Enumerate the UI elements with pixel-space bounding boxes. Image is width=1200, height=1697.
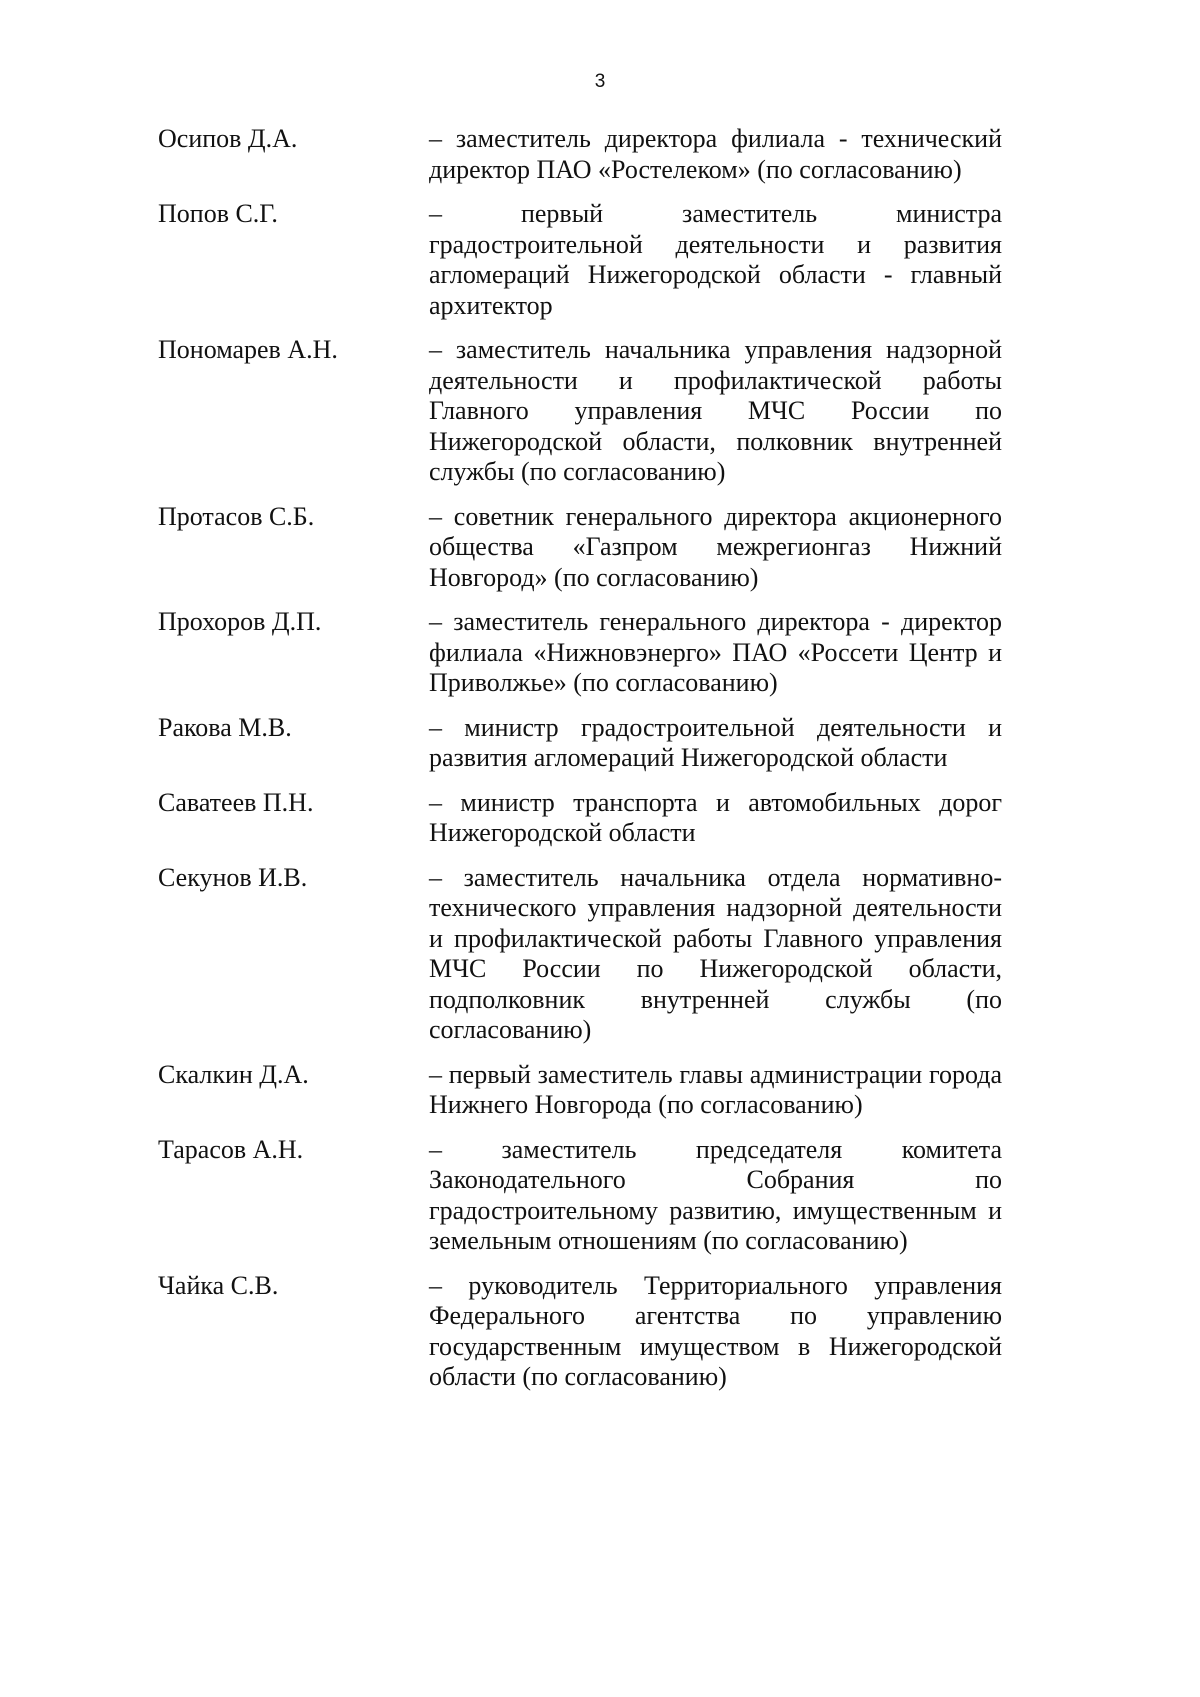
- member-entry: [158, 863, 1002, 1046]
- member-position: – руководитель Территориального управления Федерального агентства по управлению государственным имуществом в Нижегородской области (по согласованию): [429, 1270, 1002, 1391]
- member-name: Осипов Д.А.: [158, 124, 298, 153]
- member-name: Ракова М.В.: [158, 712, 292, 742]
- member-position: – министр транспорта и автомобильных дорог Нижегородской области: [429, 787, 1002, 847]
- member-position: – советник генерального директора акционерного общества «Газпром межрегионгаз Нижний Новгород» (по согласованию): [429, 501, 1002, 592]
- member-position: – заместитель председателя комитета Законодательного Собрания по градостроительному развитию, имущественным и земельным отношениям (по согласованию): [429, 1134, 1002, 1255]
- member-name: Тарасов А.Н.: [158, 1134, 304, 1164]
- member-entry: [158, 502, 1002, 594]
- member-name: Саватеев П.Н.: [158, 787, 314, 817]
- member-list: [158, 124, 1002, 1407]
- member-position: – заместитель начальника управления надзорной деятельности и профилактической работы Главного управления МЧС России по Нижегородской области, полковник внутренней службы (по согласованию): [429, 335, 1002, 486]
- member-entry: [158, 335, 1002, 488]
- member-name: Попов С.Г.: [158, 199, 278, 228]
- member-entry: [158, 607, 1002, 699]
- member-name: Секунов И.В.: [158, 862, 308, 892]
- page-number: 3: [594, 71, 606, 92]
- member-position: – заместитель директора филиала - технический директор ПАО «Ростелеком» (по согласованию): [429, 124, 1002, 184]
- member-position: – первый заместитель министра градостроительной деятельности и развития агломераций Нижегородской области - главный архитектор: [429, 199, 1002, 320]
- member-position: – заместитель начальника отдела нормативно-технического управления надзорной деятельности и профилактической работы Главного управления МЧС России по Нижегородской области, подполковник внутренней службы (по согласованию): [429, 862, 1002, 1044]
- member-name: Прохоров Д.П.: [158, 607, 322, 636]
- member-entry: [158, 1060, 1002, 1121]
- member-entry: [158, 788, 1002, 849]
- member-position: – заместитель генерального директора - директор филиала «Нижновэнерго» ПАО «Россети Центр и Приволжье» (по согласованию): [429, 607, 1002, 697]
- member-name: Скалкин Д.А.: [158, 1059, 309, 1089]
- member-name: Пономарев А.Н.: [158, 335, 338, 364]
- member-entry: [158, 199, 1002, 321]
- member-entry: [158, 1135, 1002, 1257]
- member-name: Чайка С.В.: [158, 1270, 279, 1300]
- member-position: – первый заместитель главы администрации города Нижнего Новгорода (по согласованию): [429, 1059, 1002, 1119]
- member-position: – министр градостроительной деятельности и развития агломераций Нижегородской области: [429, 712, 1002, 772]
- member-name: Протасов С.Б.: [158, 501, 315, 531]
- member-entry: [158, 1271, 1002, 1393]
- member-entry: [158, 713, 1002, 774]
- member-entry: [158, 124, 1002, 185]
